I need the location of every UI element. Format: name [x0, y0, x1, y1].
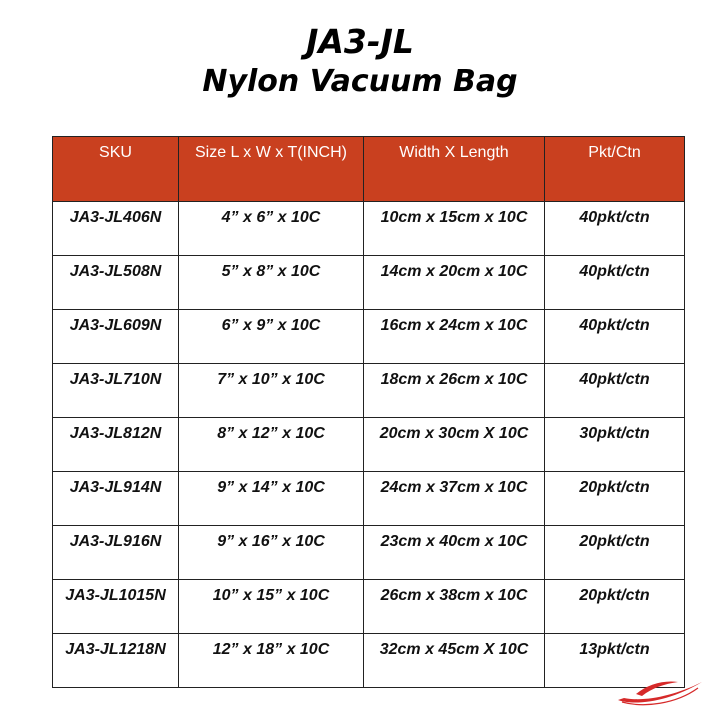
cell-sku: JA3-JL812N: [53, 418, 179, 472]
cell-pkt-ctn: 13pkt/ctn: [545, 634, 685, 688]
cell-width-length: 14cm x 20cm x 10C: [364, 256, 545, 310]
cell-pkt-ctn: 40pkt/ctn: [545, 202, 685, 256]
table-header-row: [53, 137, 685, 202]
cell-size: 10” x 15” x 10C: [179, 580, 364, 634]
cell-pkt-ctn: 20pkt/ctn: [545, 472, 685, 526]
cell-sku: JA3-JL1218N: [53, 634, 179, 688]
cell-pkt-ctn: 20pkt/ctn: [545, 580, 685, 634]
page-subtitle: Nylon Vacuum Bag: [202, 64, 518, 99]
cell-size: 7” x 10” x 10C: [179, 364, 364, 418]
cell-size: 9” x 16” x 10C: [179, 526, 364, 580]
page-title: JA3-JL: [306, 22, 414, 61]
cell-size: 12” x 18” x 10C: [179, 634, 364, 688]
cell-sku: JA3-JL406N: [53, 202, 179, 256]
cell-width-length: 18cm x 26cm x 10C: [364, 364, 545, 418]
cell-pkt-ctn: 30pkt/ctn: [545, 418, 685, 472]
header-pkt-ctn: Pkt/Ctn: [545, 137, 685, 202]
cell-pkt-ctn: 20pkt/ctn: [545, 526, 685, 580]
cell-width-length: 16cm x 24cm x 10C: [364, 310, 545, 364]
cell-size: 6” x 9” x 10C: [179, 310, 364, 364]
table-row: [53, 364, 685, 418]
table-row: [53, 256, 685, 310]
cell-size: 5” x 8” x 10C: [179, 256, 364, 310]
header-sku: SKU: [53, 137, 179, 202]
spec-table: [52, 136, 685, 688]
cell-width-length: 20cm x 30cm X 10C: [364, 418, 545, 472]
cell-sku: JA3-JL710N: [53, 364, 179, 418]
cell-size: 8” x 12” x 10C: [179, 418, 364, 472]
table-row: [53, 310, 685, 364]
table-row: [53, 526, 685, 580]
header-size: Size L x W x T(INCH): [179, 137, 364, 202]
cell-sku: JA3-JL609N: [53, 310, 179, 364]
cell-width-length: 23cm x 40cm x 10C: [364, 526, 545, 580]
cell-sku: JA3-JL1015N: [53, 580, 179, 634]
table-row: [53, 418, 685, 472]
cell-sku: JA3-JL916N: [53, 526, 179, 580]
table-row: [53, 202, 685, 256]
cell-width-length: 26cm x 38cm x 10C: [364, 580, 545, 634]
title-block: [0, 22, 720, 102]
cell-sku: JA3-JL914N: [53, 472, 179, 526]
cell-sku: JA3-JL508N: [53, 256, 179, 310]
cell-width-length: 32cm x 45cm X 10C: [364, 634, 545, 688]
table-row: [53, 634, 685, 688]
swoosh-logo-icon: [614, 672, 706, 708]
cell-pkt-ctn: 40pkt/ctn: [545, 364, 685, 418]
cell-size: 4” x 6” x 10C: [179, 202, 364, 256]
cell-width-length: 24cm x 37cm x 10C: [364, 472, 545, 526]
table-row: [53, 580, 685, 634]
header-width-length: Width X Length: [364, 137, 545, 202]
cell-width-length: 10cm x 15cm x 10C: [364, 202, 545, 256]
cell-pkt-ctn: 40pkt/ctn: [545, 310, 685, 364]
cell-size: 9” x 14” x 10C: [179, 472, 364, 526]
table-row: [53, 472, 685, 526]
cell-pkt-ctn: 40pkt/ctn: [545, 256, 685, 310]
